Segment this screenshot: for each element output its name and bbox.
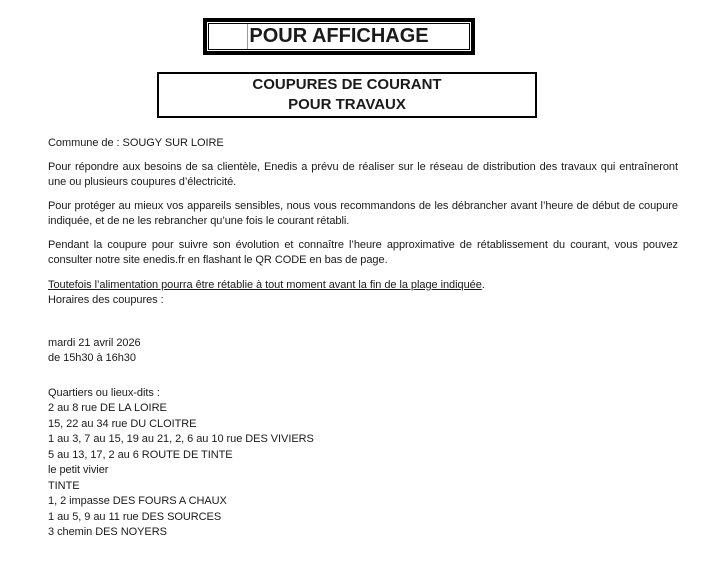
location-line: 3 chemin DES NOYERS — [48, 526, 167, 538]
affichage-frame-inner — [208, 23, 470, 50]
paragraph-intro: Pour répondre aux besoins de sa clientèle, Enedis a prévu de réaliser sur le réseau de distribution des travaux qui entraîneront une ou plusieurs coupures d’électricité. — [48, 160, 678, 188]
paragraph-advice: Pour protéger au mieux vos appareils sensibles, nous vous recommandons de les débrancher avant l’heure de début de coupure indiquée, et de ne les rebrancher qu’une fois le courant rétabli. — [48, 199, 678, 227]
paragraph-qrcode: Pendant la coupure pour suivre son évolution et connaître l’heure approximative de rétablissement du courant, vous pouvez consulter notre site enedis.fr en flashant le QR CODE en bas de page. — [48, 238, 678, 266]
notice-title-line2: POUR TRAVAUX — [288, 96, 406, 113]
notice-title-line1: COUPURES DE COURANT — [252, 76, 442, 93]
commune-line: Commune de : SOUGY SUR LOIRE — [48, 137, 224, 149]
schedule-date: mardi 21 avril 2026 — [48, 336, 141, 349]
quartiers-label: Quartiers ou lieux-dits : — [48, 386, 160, 399]
notice-title-box — [157, 72, 537, 118]
table-cell-divider — [247, 24, 248, 49]
affichage-frame — [203, 18, 475, 55]
underlined-notice — [48, 278, 678, 294]
underlined-notice-period: . — [481, 278, 485, 291]
schedule-time: de 15h30 à 16h30 — [48, 352, 136, 364]
location-line: 1 au 5, 9 au 11 rue DES SOURCES — [48, 510, 222, 523]
location-line: 1 au 3, 7 au 15, 19 au 21, 2, 6 au 10 rue DES VIVIERS — [48, 433, 314, 445]
location-line: 2 au 8 rue DE LA LOIRE — [48, 402, 167, 414]
quartiers-block — [48, 386, 678, 541]
location-line: TINTE — [48, 479, 80, 492]
location-line: 1, 2 impasse DES FOURS A CHAUX — [48, 495, 227, 507]
location-line: 5 au 13, 17, 2 au 6 ROUTE DE TINTE — [48, 448, 233, 461]
horaires-label: Horaires des coupures : — [48, 294, 164, 306]
location-line: 15, 22 au 34 rue DU CLOITRE — [48, 417, 197, 430]
affichage-title: POUR AFFICHAGE — [249, 25, 429, 47]
schedule-block — [48, 336, 678, 367]
underlined-notice-text: Toutefois l’alimentation pourra être rétablie à tout moment avant la fin de la plage indiquée — [48, 278, 482, 291]
location-line: le petit vivier — [48, 464, 109, 476]
document-body — [48, 136, 678, 541]
